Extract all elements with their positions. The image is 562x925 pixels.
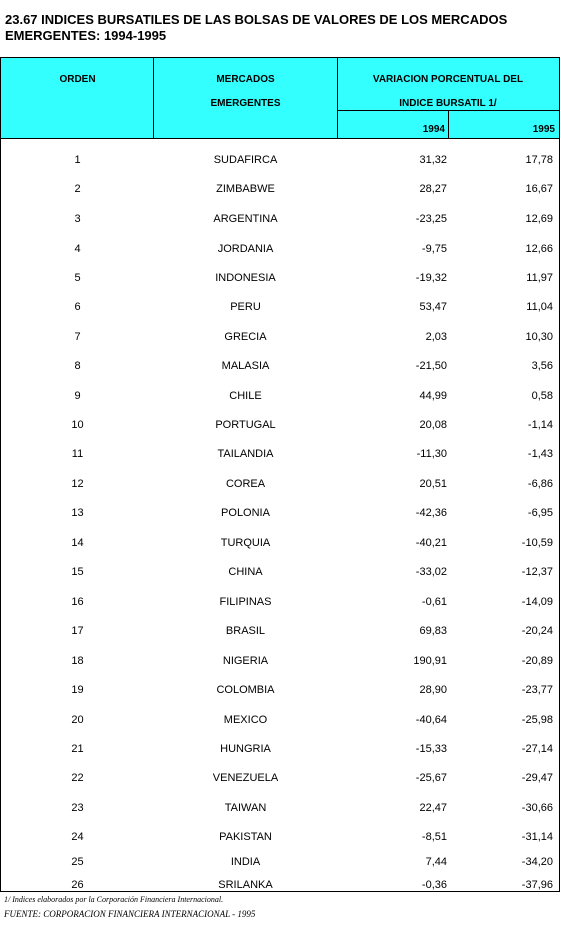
cell-orden: 3	[74, 213, 81, 225]
cell-1995: -20,24	[521, 625, 553, 637]
cell-mercado: SRILANKA	[218, 879, 273, 891]
cell-orden: 25	[71, 856, 84, 868]
table-row	[1, 653, 559, 669]
table-row	[1, 476, 559, 492]
cell-1994: 20,08	[419, 419, 447, 431]
cell-1995: -37,96	[521, 879, 553, 891]
cell-1994: 69,83	[419, 625, 447, 637]
cell-1994: -9,75	[421, 243, 447, 255]
source-note: FUENTE: CORPORACION FINANCIERA INTERNACIONAL - 1995	[4, 909, 256, 919]
cell-mercado: CHILE	[229, 390, 262, 402]
cell-orden: 7	[74, 331, 81, 343]
table-row	[1, 741, 559, 757]
cell-orden: 10	[71, 419, 84, 431]
table-row	[1, 564, 559, 580]
cell-orden: 4	[74, 243, 81, 255]
cell-mercado: TAILANDIA	[217, 448, 274, 460]
cell-1994: 28,90	[419, 684, 447, 696]
table-row	[1, 211, 559, 227]
cell-orden: 26	[71, 879, 84, 891]
cell-mercado: PAKISTAN	[219, 831, 272, 843]
cell-1995: 12,69	[525, 213, 553, 225]
table-row	[1, 241, 559, 257]
header-bottom-border	[1, 138, 559, 139]
cell-1995: 17,78	[525, 154, 553, 166]
cell-mercado: CHINA	[228, 566, 263, 578]
cell-1994: 20,51	[419, 478, 447, 490]
cell-1995: -25,98	[521, 714, 553, 726]
cell-mercado: MALASIA	[221, 360, 270, 372]
cell-mercado: NIGERIA	[222, 655, 269, 667]
cell-orden: 17	[71, 625, 84, 637]
cell-1994: 44,99	[419, 390, 447, 402]
table-row	[1, 152, 559, 168]
cell-orden: 1	[74, 154, 81, 166]
cell-mercado: GRECIA	[224, 331, 267, 343]
cell-mercado: MEXICO	[223, 714, 268, 726]
table-row	[1, 299, 559, 315]
cell-mercado: COREA	[225, 478, 266, 490]
cell-1994: -19,32	[415, 272, 447, 284]
cell-1994: 190,91	[413, 655, 447, 667]
cell-orden: 6	[74, 301, 81, 313]
cell-1995: 16,67	[525, 183, 553, 195]
table-row	[1, 181, 559, 197]
cell-1995: -20,89	[521, 655, 553, 667]
cell-orden: 15	[71, 566, 84, 578]
footnote: 1/ Indices elaborados por la Corporación Financiera Internacional.	[4, 895, 224, 904]
table-row	[1, 829, 559, 845]
cell-1994: -40,64	[415, 714, 447, 726]
cell-1995: -30,66	[521, 802, 553, 814]
cell-orden: 8	[74, 360, 81, 372]
cell-1994: -15,33	[415, 743, 447, 755]
cell-1995: 12,66	[525, 243, 553, 255]
cell-1994: 2,03	[425, 331, 447, 343]
cell-mercado: PORTUGAL	[215, 419, 276, 431]
table-row	[1, 682, 559, 698]
cell-1995: -6,95	[527, 507, 553, 519]
cell-orden: 14	[71, 537, 84, 549]
cell-orden: 23	[71, 802, 84, 814]
table-row	[1, 329, 559, 345]
header-divider-2	[337, 58, 338, 138]
cell-1995: 3,56	[531, 360, 553, 372]
cell-mercado: HUNGRIA	[220, 743, 271, 755]
cell-1995: 11,97	[526, 272, 553, 284]
page-title	[5, 12, 507, 44]
cell-mercado: VENEZUELA	[212, 772, 279, 784]
cell-1994: 7,44	[425, 856, 447, 868]
cell-1995: -1,43	[527, 448, 553, 460]
cell-orden: 12	[71, 478, 84, 490]
header-divider-1	[153, 58, 154, 138]
cell-1995: 11,04	[526, 301, 553, 313]
cell-1995: -14,09	[521, 596, 553, 608]
cell-mercado: COLOMBIA	[216, 684, 275, 696]
cell-1995: -34,20	[521, 856, 553, 868]
table-row	[1, 854, 559, 870]
header-variacion-line1: VARIACION PORCENTUAL DEL	[372, 74, 524, 85]
cell-orden: 2	[74, 183, 81, 195]
cell-mercado: ZIMBABWE	[216, 183, 275, 195]
cell-orden: 18	[71, 655, 84, 667]
index-table	[0, 57, 560, 892]
table-row	[1, 594, 559, 610]
table-row	[1, 417, 559, 433]
cell-orden: 22	[71, 772, 84, 784]
table-row	[1, 623, 559, 639]
cell-mercado: FILIPINAS	[219, 596, 272, 608]
cell-1995: -31,14	[521, 831, 553, 843]
cell-mercado: INDONESIA	[215, 272, 276, 284]
cell-1995: -27,14	[521, 743, 553, 755]
table-row	[1, 535, 559, 551]
cell-1995: 0,58	[531, 390, 553, 402]
cell-1995: -12,37	[521, 566, 553, 578]
cell-1994: -25,67	[415, 772, 447, 784]
cell-mercado: ARGENTINA	[213, 213, 278, 225]
cell-1994: -0,61	[421, 596, 447, 608]
header-divider-4	[448, 111, 449, 138]
table-row	[1, 388, 559, 404]
cell-1995: -29,47	[521, 772, 553, 784]
cell-mercado: PERU	[230, 301, 261, 313]
cell-mercado: INDIA	[230, 856, 261, 868]
title-line-1: 23.67 INDICES BURSATILES DE LAS BOLSAS DE VALORES DE LOS MERCADOS	[5, 12, 508, 27]
cell-1994: 28,27	[419, 183, 447, 195]
table-row	[1, 505, 559, 521]
table-row	[1, 358, 559, 374]
cell-mercado: TAIWAN	[224, 802, 267, 814]
cell-1994: -42,36	[415, 507, 447, 519]
cell-mercado: SUDAFIRCA	[213, 154, 278, 166]
cell-1995: -10,59	[521, 537, 553, 549]
cell-mercado: POLONIA	[221, 507, 270, 519]
cell-orden: 16	[71, 596, 84, 608]
cell-1994: 31,32	[419, 154, 447, 166]
cell-1995: -1,14	[527, 419, 553, 431]
cell-1995: 10,30	[525, 331, 553, 343]
cell-1995: -6,86	[527, 478, 553, 490]
cell-orden: 21	[71, 743, 84, 755]
cell-1994: -11,30	[416, 448, 447, 460]
table-row	[1, 712, 559, 728]
title-line-2: EMERGENTES: 1994-1995	[5, 28, 167, 43]
cell-1994: -21,50	[415, 360, 447, 372]
cell-orden: 11	[71, 448, 84, 460]
header-mercados-line1: MERCADOS	[216, 74, 275, 85]
cell-orden: 5	[74, 272, 81, 284]
cell-orden: 20	[71, 714, 84, 726]
cell-1994: -33,02	[415, 566, 447, 578]
cell-1994: 22,47	[419, 802, 447, 814]
cell-1995: -23,77	[521, 684, 553, 696]
cell-orden: 19	[71, 684, 84, 696]
cell-1994: -8,51	[421, 831, 447, 843]
cell-orden: 24	[71, 831, 84, 843]
cell-mercado: BRASIL	[225, 625, 266, 637]
header-mercados-line2: EMERGENTES	[210, 98, 281, 109]
table-row	[1, 877, 559, 893]
cell-1994: -23,25	[415, 213, 447, 225]
table-row	[1, 270, 559, 286]
cell-1994: 53,47	[419, 301, 447, 313]
cell-mercado: TURQUIA	[220, 537, 271, 549]
table-row	[1, 770, 559, 786]
cell-mercado: JORDANIA	[217, 243, 274, 255]
cell-orden: 9	[74, 390, 81, 402]
cell-orden: 13	[71, 507, 84, 519]
cell-1994: -40,21	[415, 537, 447, 549]
table-row	[1, 446, 559, 462]
header-year-1995: 1995	[532, 124, 555, 135]
table-row	[1, 800, 559, 816]
header-variacion-line2: INDICE BURSATIL 1/	[399, 98, 497, 109]
table-header	[1, 58, 559, 138]
cell-1994: -0,36	[421, 879, 447, 891]
header-year-1994: 1994	[422, 124, 445, 135]
header-orden: ORDEN	[59, 74, 96, 85]
